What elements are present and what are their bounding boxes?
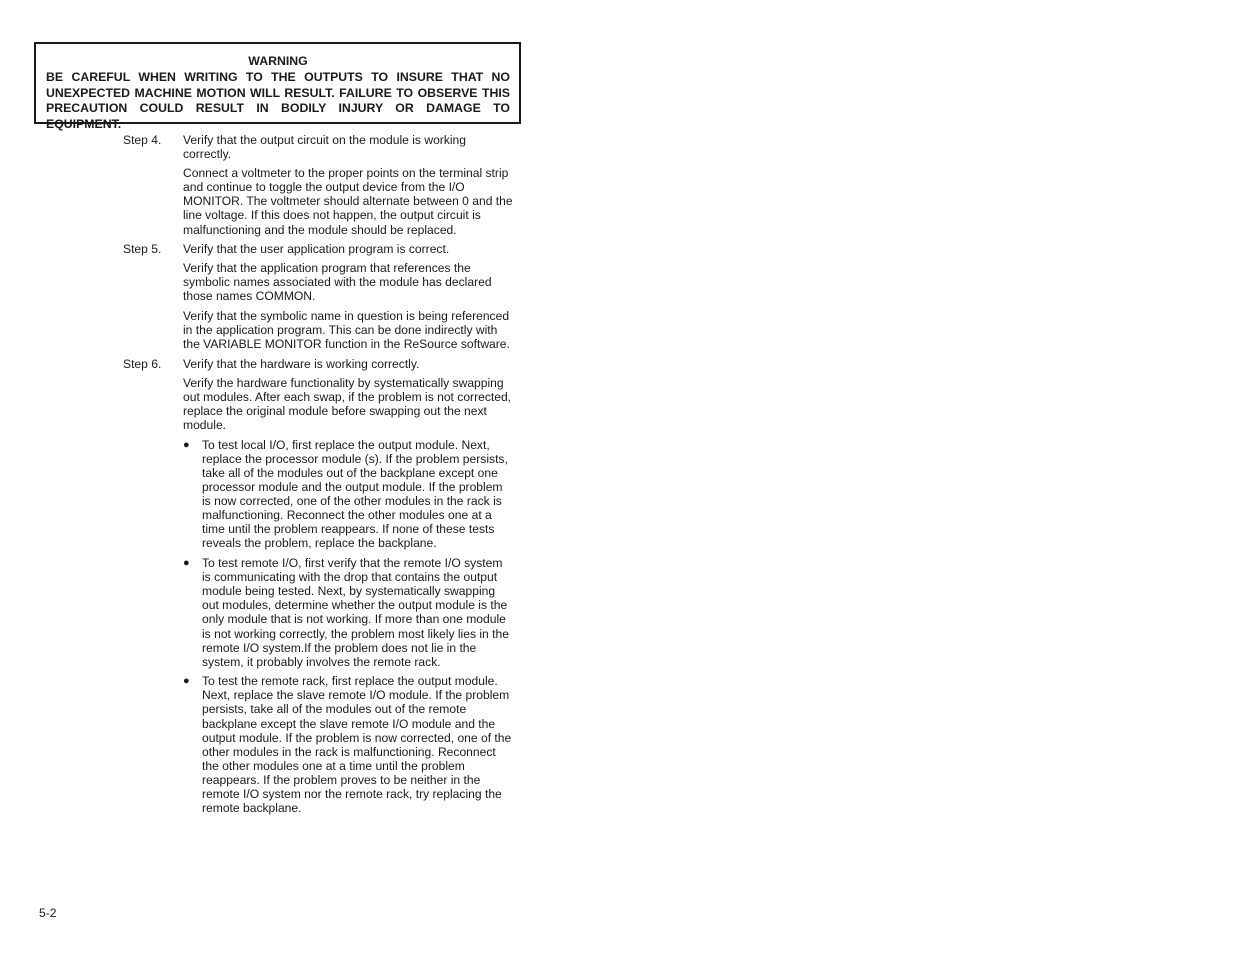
step-4 bbox=[123, 133, 513, 161]
warning-line: UNEXPECTED MACHINE MOTION WILL RESULT. FAILURE TO OBSERVE THIS bbox=[46, 85, 510, 100]
bullet-text: To test local I/O, first replace the output module. Next, replace the processor module (s). If the problem persists, take all of the modules out of the backplane except one processor module and the output module. If the problem is now corrected, one of the other modules in the rack is malfunctioning. Reconnect the other modules one at a time until the problem reappears. If none of these tests reveals the problem, replace the backplane. bbox=[202, 437, 508, 551]
warning-box bbox=[34, 42, 521, 131]
warning-line: PRECAUTION COULD RESULT IN BODILY INJURY OR DAMAGE TO EQUIPMENT. bbox=[46, 101, 510, 131]
step-label: Step 5. bbox=[123, 242, 162, 257]
procedure-steps bbox=[123, 133, 513, 821]
step-heading: Verify that the user application program is correct. bbox=[183, 242, 450, 257]
warning-text bbox=[46, 70, 510, 132]
bullet-dot-icon: ● bbox=[183, 675, 190, 688]
bullet-dot-icon: ● bbox=[183, 438, 190, 451]
bullet-text: To test the remote rack, first replace the output module. Next, replace the slave remote I/O module. If the problem persists, take all of the modules out of the remote backplane except the slave remote I/O module and the output module. If the problem is now corrected, one of the other modules in the rack is malfunctioning. Reconnect the other modules one at a time until the problem reappears. If the problem proves to be neither in the remote I/O system nor the remote rack, try replacing the remote backplane. bbox=[202, 674, 512, 816]
step-heading: Verify that the output circuit on the module is working correctly. bbox=[183, 133, 467, 162]
bullet-text: To test remote I/O, first verify that the remote I/O system is communicating with the drop that contains the output module being tested. Next, by systematically swapping out modules, determine whether the output module is the only module that is not working. If more than one module is not working correctly, the problem most likely lies in the remote I/O system.If the problem does not lie in the system, it probably involves the remote rack. bbox=[202, 556, 509, 669]
page-number: 5-2 bbox=[39, 906, 57, 920]
step-6 bbox=[123, 357, 513, 371]
step-paragraph: Verify that the symbolic name in question is being referenced in the application program. This can be done indirectly with the VARIABLE MONITOR function in the ReSource software. bbox=[183, 309, 510, 352]
bullet-item bbox=[183, 674, 513, 815]
bullet-item bbox=[183, 438, 513, 551]
step-paragraph: Verify that the application program that references the symbolic names associated with the module has declared those names COMMON. bbox=[183, 261, 492, 304]
step-label: Step 6. bbox=[123, 356, 162, 371]
bullet-item bbox=[183, 556, 513, 669]
warning-line: BE CAREFUL WHEN WRITING TO THE OUTPUTS TO INSURE THAT NO bbox=[46, 70, 510, 85]
warning-title: WARNING bbox=[248, 54, 308, 68]
bullet-dot-icon: ● bbox=[183, 557, 190, 570]
step-5 bbox=[123, 242, 513, 256]
step-paragraph: Connect a voltmeter to the proper points on the terminal strip and continue to toggle the output device from the I/O MONITOR. The voltmeter should alternate between 0 and the line voltage. If this does not happen, the output circuit is malfunctioning and the module should be replaced. bbox=[183, 166, 513, 237]
step-heading: Verify that the hardware is working correctly. bbox=[183, 356, 420, 371]
step-paragraph: Verify the hardware functionality by systematically swapping out modules. After each swap, if the problem is not corrected, replace the original module before swapping out the next module. bbox=[183, 375, 512, 433]
step-label: Step 4. bbox=[123, 133, 162, 147]
